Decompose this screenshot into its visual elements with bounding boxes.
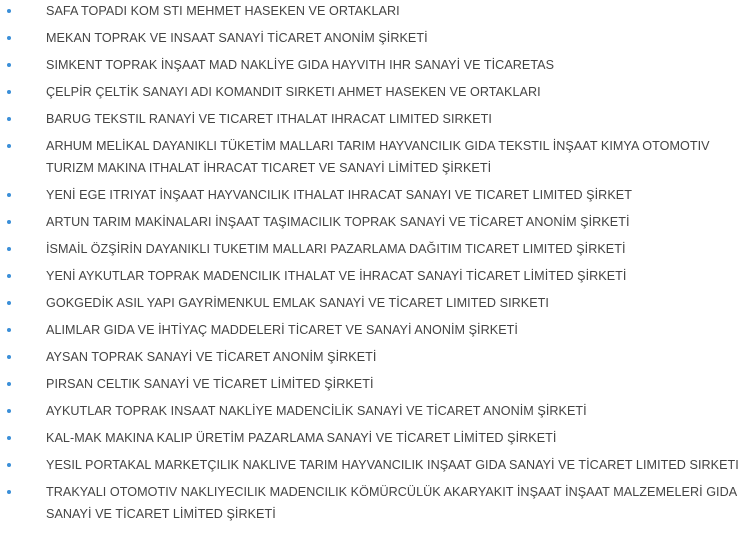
bullet-icon xyxy=(7,220,11,224)
bullet-icon xyxy=(7,301,11,305)
company-name: TRAKYALI OTOMOTIV NAKLIYECILIK MADENCILIK KÖMÜRCÜLÜK AKARYAKIT İNŞAAT İNŞAAT MALZEMELERİ GIDA SANAYİ VE TİCARET LİMİTED ŞİRKETİ xyxy=(46,485,737,521)
company-name: AYSAN TOPRAK SANAYİ VE TİCARET ANONİM ŞİRKETİ xyxy=(46,350,377,364)
bullet-icon xyxy=(7,144,11,148)
list-item xyxy=(0,346,750,368)
list-item xyxy=(0,400,750,422)
list-item xyxy=(0,0,750,22)
list-item xyxy=(0,427,750,449)
company-name: ARTUN TARIM MAKİNALARI İNŞAAT TAŞIMACILIK TOPRAK SANAYİ VE TİCARET ANONİM ŞİRKETİ xyxy=(46,215,630,229)
bullet-icon xyxy=(7,90,11,94)
bullet-icon xyxy=(7,274,11,278)
bullet-icon xyxy=(7,328,11,332)
list-item xyxy=(0,238,750,260)
bullet-icon xyxy=(7,247,11,251)
bullet-icon xyxy=(7,355,11,359)
bullet-icon xyxy=(7,409,11,413)
list-item xyxy=(0,454,750,476)
company-name: YENİ EGE ITRIYAT İNŞAAT HAYVANCILIK ITHALAT IHRACAT SANAYI VE TICARET LIMITED ŞİRKET xyxy=(46,188,632,202)
bullet-icon xyxy=(7,36,11,40)
company-name: YESIL PORTAKAL MARKETÇILIK NAKLIVE TARIM HAYVANCILIK INŞAAT GIDA SANAYİ VE TİCARET LIMITED SIRKETI xyxy=(46,458,739,472)
list-item xyxy=(0,292,750,314)
bullet-icon xyxy=(7,117,11,121)
bullet-icon xyxy=(7,193,11,197)
list-item xyxy=(0,265,750,287)
list-item xyxy=(0,54,750,76)
bullet-icon xyxy=(7,382,11,386)
list-item xyxy=(0,81,750,103)
list-item xyxy=(0,27,750,49)
company-name: PIRSAN CELTIK SANAYİ VE TİCARET LİMİTED ŞİRKETİ xyxy=(46,377,374,391)
bullet-icon xyxy=(7,9,11,13)
list-item xyxy=(0,481,750,525)
company-name: İSMAİL ÖZŞİRİN DAYANIKLI TUKETIM MALLARI PAZARLAMA DAĞITIM TICARET LIMITED ŞİRKETİ xyxy=(46,242,626,256)
company-name: SIMKENT TOPRAK İNŞAAT MAD NAKLİYE GIDA HAYVITH IHR SANAYİ VE TİCARETAS xyxy=(46,58,555,72)
list-item xyxy=(0,319,750,341)
list-item xyxy=(0,135,750,179)
company-name: ALIMLAR GIDA VE İHTİYAÇ MADDELERİ TİCARET VE SANAYİ ANONİM ŞİRKETİ xyxy=(46,323,518,337)
company-name: KAL-MAK MAKINA KALIP ÜRETİM PAZARLAMA SANAYİ VE TİCARET LİMİTED ŞİRKETİ xyxy=(46,431,557,445)
bullet-icon xyxy=(7,463,11,467)
list-item xyxy=(0,108,750,130)
list-item xyxy=(0,211,750,233)
company-name: SAFA TOPADI KOM STI MEHMET HASEKEN VE ORTAKLARI xyxy=(46,4,400,18)
company-name: ÇELPİR ÇELTİK SANAYI ADI KOMANDIT SIRKETI AHMET HASEKEN VE ORTAKLARI xyxy=(46,85,541,99)
company-name: BARUG TEKSTIL RANAYİ VE TICARET ITHALAT IHRACAT LIMITED SIRKETI xyxy=(46,112,492,126)
list-item xyxy=(0,184,750,206)
bullet-icon xyxy=(7,490,11,494)
bullet-icon xyxy=(7,436,11,440)
company-name: AYKUTLAR TOPRAK INSAAT NAKLİYE MADENCİLİK SANAYİ VE TİCARET ANONİM ŞİRKETİ xyxy=(46,404,587,418)
company-name: YENİ AYKUTLAR TOPRAK MADENCILIK ITHALAT VE İHRACAT SANAYİ TİCARET LİMİTED ŞİRKETİ xyxy=(46,269,627,283)
company-name: MEKAN TOPRAK VE INSAAT SANAYİ TİCARET ANONİM ŞİRKETİ xyxy=(46,31,428,45)
company-name: GOKGEDİK ASIL YAPI GAYRİMENKUL EMLAK SANAYİ VE TİCARET LIMITED SIRKETI xyxy=(46,296,549,310)
list-item xyxy=(0,373,750,395)
company-name: ARHUM MELİKAL DAYANIKLI TÜKETİM MALLARI TARIM HAYVANCILIK GIDA TEKSTIL İNŞAAT KIMYA OTOMOTIV TURIZM MAKINA ITHALAT İHRACAT TICARET VE SANAYİ LİMİTED ŞİRKETİ xyxy=(46,139,710,175)
bullet-icon xyxy=(7,63,11,67)
